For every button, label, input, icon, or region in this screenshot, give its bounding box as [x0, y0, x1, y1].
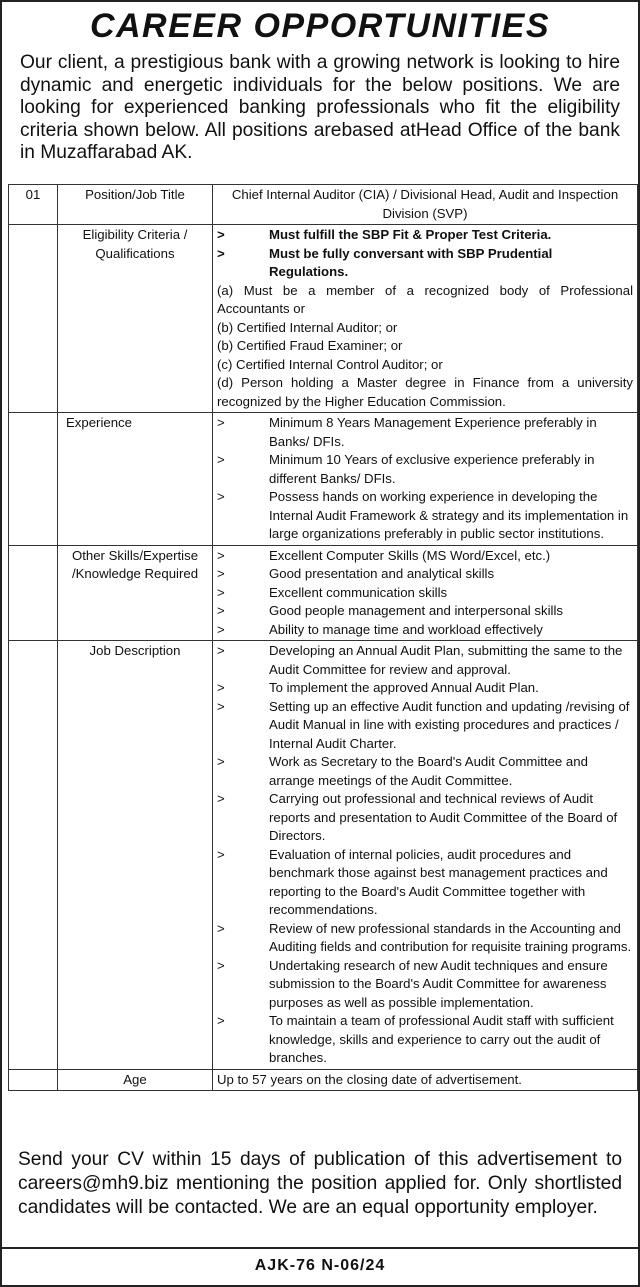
arrow-bullet: > [217, 245, 225, 261]
ad-reference-code: AJK-76 N-06/24 [2, 1247, 638, 1283]
list-item: > To maintain a team of professional Audit staff with sufficient knowledge, skills and experience to carry out the audit of branches. [217, 1012, 633, 1068]
arrow-bullet: > [217, 603, 225, 618]
arrow-bullet: > [217, 415, 225, 430]
arrow-bullet: > [217, 957, 225, 973]
position-number: 01 [9, 185, 58, 225]
list-item: (b) Certified Internal Auditor; or [217, 319, 398, 335]
arrow-bullet: > [217, 452, 225, 467]
list-item: > Must be fully conversant with SBP Prudential Regulations. [217, 245, 633, 282]
position-value: Chief Internal Auditor (CIA) / Divisional Head, Audit and Inspection Division (SVP) [213, 185, 638, 225]
position-label: Position/Job Title [58, 185, 213, 225]
skills-label: Other Skills/Expertise /Knowledge Required [58, 545, 213, 641]
list-item: > Review of new professional standards in the Accounting and Auditing fields and contribution for requisite training programs. [217, 920, 633, 957]
list-item: > Carrying out professional and technical reviews of Audit reports and presentation to Audit Committee of the Board of Directors. [217, 790, 633, 846]
eligibility-label: Eligibility Criteria / Qualifications [58, 225, 213, 413]
arrow-bullet: > [217, 643, 225, 658]
list-item: > Ability to manage time and workload effectively [217, 621, 633, 640]
list-item: (d) Person holding a Master degree in Finance from a university recognized by the Higher Education Commission. [217, 375, 633, 409]
list-item: > Minimum 8 Years Management Experience preferably in Banks/ DFIs. [217, 414, 633, 451]
job-details-table [8, 184, 638, 1091]
skills-content [213, 545, 638, 641]
eligibility-content [213, 225, 638, 413]
row-position [9, 185, 638, 225]
row-job-description [9, 641, 638, 1070]
experience-label: Experience [58, 413, 213, 546]
row-age [9, 1069, 638, 1091]
list-item: (a) Must be a member of a recognized body of Professional Accountants or [217, 282, 633, 316]
list-item: > Minimum 10 Years of exclusive experience preferably in different Banks/ DFIs. [217, 451, 633, 488]
arrow-bullet: > [217, 489, 225, 504]
arrow-bullet: > [217, 227, 225, 242]
list-item: > Developing an Annual Audit Plan, submitting the same to the Audit Committee for review and approval. [217, 642, 633, 679]
arrow-bullet: > [217, 584, 225, 600]
list-item: (c) Certified Internal Control Auditor; or [217, 356, 443, 372]
arrow-bullet: > [217, 1013, 225, 1028]
list-item: > Undertaking research of new Audit techniques and ensure submission to the Board's Audit Committee for awareness purposes as well as possible implementation. [217, 957, 633, 1013]
arrow-bullet: > [217, 621, 225, 637]
list-item: > Excellent communication skills [217, 584, 633, 603]
row-eligibility [9, 225, 638, 413]
row-skills [9, 545, 638, 641]
arrow-bullet: > [217, 566, 225, 581]
age-value: Up to 57 years on the closing date of advertisement. [213, 1069, 638, 1091]
page-title: CAREER OPPORTUNITIES [89, 7, 551, 45]
arrow-bullet: > [217, 846, 225, 862]
age-label: Age [58, 1069, 213, 1091]
arrow-bullet: > [217, 754, 225, 769]
list-item: > To implement the approved Annual Audit Plan. [217, 679, 633, 698]
arrow-bullet: > [217, 698, 225, 714]
list-item: > Setting up an effective Audit function and updating /revising of Audit Manual in line with existing procedures and practices / Internal Audit Charter. [217, 698, 633, 754]
arrow-bullet: > [217, 920, 225, 936]
arrow-bullet: > [217, 791, 225, 806]
list-item: > Evaluation of internal policies, audit procedures and benchmark those against best management practices and reporting to the Board's Audit Committee together with recommendations. [217, 846, 633, 920]
list-item: > Work as Secretary to the Board's Audit Committee and arrange meetings of the Audit Committee. [217, 753, 633, 790]
list-item: > Excellent Computer Skills (MS Word/Excel, etc.) [217, 547, 633, 566]
arrow-bullet: > [217, 680, 225, 695]
intro-paragraph: Our client, a prestigious bank with a growing network is looking to hire dynamic and energetic individuals for the below positions. We are looking for experienced banking professionals who fit the eligibility criteria shown below. All positions arebased atHead Office of the bank in Muzaffarabad AK. [20, 52, 620, 163]
job-description-label: Job Description [58, 641, 213, 1070]
arrow-bullet: > [217, 547, 225, 563]
list-item: > Good people management and interpersonal skills [217, 602, 633, 621]
list-item: (b) Certified Fraud Examiner; or [217, 338, 403, 353]
experience-content [213, 413, 638, 546]
row-experience [9, 413, 638, 546]
job-description-content [213, 641, 638, 1070]
list-item: > Good presentation and analytical skills [217, 565, 633, 584]
list-item: > Possess hands on working experience in developing the Internal Audit Framework & strategy and its implementation in large organizations preferably in public sector institutions. [217, 488, 633, 544]
application-instructions: Send your CV within 15 days of publication of this advertisement to careers@mh9.biz mentioning the position applied for. Only shortlisted candidates will be contacted. We are an equal opportunity employer. [18, 1149, 622, 1218]
list-item: > Must fulfill the SBP Fit & Proper Test Criteria. [217, 226, 633, 245]
